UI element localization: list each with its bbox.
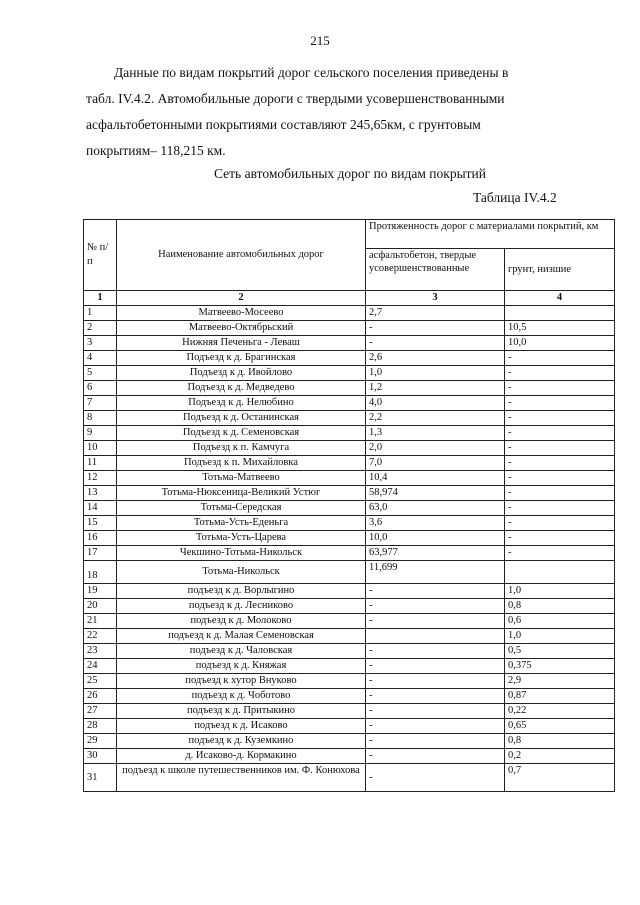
road-name: Подъезд к д. Останинская (117, 411, 366, 426)
row-number: 29 (84, 734, 117, 749)
road-name: подъезд к д. Ворлыгино (117, 584, 366, 599)
row-number: 26 (84, 689, 117, 704)
asphalt-length: - (366, 764, 505, 792)
row-number: 12 (84, 471, 117, 486)
road-name: подъезд к д. Притыкино (117, 704, 366, 719)
asphalt-length: 10,0 (366, 531, 505, 546)
table-row (84, 644, 615, 659)
table-row (84, 584, 615, 599)
row-number: 21 (84, 614, 117, 629)
table-row (84, 531, 615, 546)
asphalt-length: - (366, 599, 505, 614)
road-name: Подъезд к п. Михайловка (117, 456, 366, 471)
asphalt-length: 2,2 (366, 411, 505, 426)
table-row (84, 336, 615, 351)
road-name: подъезд к д. Исаково (117, 719, 366, 734)
road-name: Нижняя Печеньга - Леваш (117, 336, 366, 351)
asphalt-length: 63,0 (366, 501, 505, 516)
table-row (84, 441, 615, 456)
row-number: 25 (84, 674, 117, 689)
asphalt-length: 63,977 (366, 546, 505, 561)
intro-paragraph (86, 60, 584, 164)
ground-length: 0,65 (505, 719, 615, 734)
road-name: подъезд к д. Куземкино (117, 734, 366, 749)
header-ground: грунт, низшие (505, 249, 615, 291)
row-number: 5 (84, 366, 117, 381)
ground-length: - (505, 381, 615, 396)
table-row (84, 516, 615, 531)
header-asphalt: асфальтобетон, твердые усовершенствованные (366, 249, 505, 291)
road-name: Тотьма-Усть-Еденьга (117, 516, 366, 531)
table-label: Таблица IV.4.2 (473, 190, 557, 205)
table-row (84, 546, 615, 561)
road-name: Подъезд к д. Медведево (117, 381, 366, 396)
ground-length: 1,0 (505, 629, 615, 644)
row-number: 18 (84, 561, 117, 584)
ground-length: - (505, 486, 615, 501)
column-number: 2 (117, 291, 366, 306)
ground-length: - (505, 396, 615, 411)
ground-length: - (505, 546, 615, 561)
asphalt-length: 1,2 (366, 381, 505, 396)
asphalt-length: - (366, 749, 505, 764)
table-row (84, 659, 615, 674)
ground-length: 10,5 (505, 321, 615, 336)
road-name: подъезд к д. Чоботово (117, 689, 366, 704)
table-row (84, 629, 615, 644)
ground-length: 0,2 (505, 749, 615, 764)
row-number: 30 (84, 749, 117, 764)
row-number: 6 (84, 381, 117, 396)
ground-length: - (505, 426, 615, 441)
road-name: д. Исаково-д. Кормакино (117, 749, 366, 764)
table-row (84, 561, 615, 584)
row-number: 11 (84, 456, 117, 471)
row-number: 13 (84, 486, 117, 501)
road-name: Подъезд к д. Ивойлово (117, 366, 366, 381)
road-name: подъезд к д. Чаловская (117, 644, 366, 659)
row-number: 7 (84, 396, 117, 411)
paragraph-line: асфальтобетонными покрытиями составляют 245,65км, с грунтовым (86, 117, 481, 132)
road-name: Тотьма-Нюксеница-Великий Устюг (117, 486, 366, 501)
asphalt-length: 58,974 (366, 486, 505, 501)
column-number: 4 (505, 291, 615, 306)
table-row (84, 704, 615, 719)
row-number: 27 (84, 704, 117, 719)
ground-length: - (505, 441, 615, 456)
road-name: подъезд к д. Лесниково (117, 599, 366, 614)
ground-length: 0,375 (505, 659, 615, 674)
asphalt-length: - (366, 704, 505, 719)
table-row (84, 396, 615, 411)
row-number: 17 (84, 546, 117, 561)
road-name: подъезд к д. Малая Семеновская (117, 629, 366, 644)
table-row (84, 426, 615, 441)
row-number: 24 (84, 659, 117, 674)
table-row (84, 674, 615, 689)
ground-length: 0,22 (505, 704, 615, 719)
table-row (84, 719, 615, 734)
asphalt-length: - (366, 321, 505, 336)
row-number: 2 (84, 321, 117, 336)
table-row (84, 764, 615, 792)
ground-length: - (505, 531, 615, 546)
row-number: 19 (84, 584, 117, 599)
road-name: Тотьма-Усть-Царева (117, 531, 366, 546)
row-number: 16 (84, 531, 117, 546)
column-number: 3 (366, 291, 505, 306)
row-number: 31 (84, 764, 117, 792)
asphalt-length: - (366, 674, 505, 689)
header-name: Наименование автомобильных дорог (117, 220, 366, 291)
asphalt-length: 3,6 (366, 516, 505, 531)
asphalt-length: 2,0 (366, 441, 505, 456)
asphalt-length: - (366, 644, 505, 659)
road-name: Подъезд к д. Нелюбино (117, 396, 366, 411)
column-number: 1 (84, 291, 117, 306)
asphalt-length: - (366, 719, 505, 734)
asphalt-length: 2,6 (366, 351, 505, 366)
row-number: 10 (84, 441, 117, 456)
paragraph-line: табл. IV.4.2. Автомобильные дороги с твердыми усовершенствованными (86, 91, 505, 106)
ground-length: 0,8 (505, 734, 615, 749)
row-number: 23 (84, 644, 117, 659)
ground-length: - (505, 456, 615, 471)
asphalt-length: - (366, 336, 505, 351)
asphalt-length: - (366, 614, 505, 629)
ground-length (505, 306, 615, 321)
asphalt-length: - (366, 689, 505, 704)
row-number: 22 (84, 629, 117, 644)
road-name: Подъезд к д. Брагинская (117, 351, 366, 366)
row-number: 9 (84, 426, 117, 441)
table-row (84, 456, 615, 471)
road-name: подъезд к д. Молоково (117, 614, 366, 629)
asphalt-length: 1,3 (366, 426, 505, 441)
table-row (84, 351, 615, 366)
road-name: Тотьма-Никольск (117, 561, 366, 584)
ground-length: 2,9 (505, 674, 615, 689)
table-row (84, 486, 615, 501)
table-caption: Сеть автомобильных дорог по видам покрытий (214, 166, 486, 181)
page-number: 215 (310, 33, 330, 48)
road-name: Матвеево-Мосеево (117, 306, 366, 321)
ground-length: - (505, 501, 615, 516)
row-number: 20 (84, 599, 117, 614)
ground-length: 0,87 (505, 689, 615, 704)
asphalt-length: 10,4 (366, 471, 505, 486)
table-row (84, 734, 615, 749)
asphalt-length: 1,0 (366, 366, 505, 381)
table-row (84, 381, 615, 396)
asphalt-length: 4,0 (366, 396, 505, 411)
table-row (84, 749, 615, 764)
ground-length: 10,0 (505, 336, 615, 351)
ground-length (505, 561, 615, 584)
table-row (84, 614, 615, 629)
ground-length: 0,6 (505, 614, 615, 629)
asphalt-length: 7,0 (366, 456, 505, 471)
road-name: подъезд к д. Княжая (117, 659, 366, 674)
asphalt-length: - (366, 584, 505, 599)
road-name: Тотьма-Середская (117, 501, 366, 516)
paragraph-line: Данные по видам покрытий дорог сельского поселения приведены в (114, 65, 509, 80)
road-name: Матвеево-Октябрьский (117, 321, 366, 336)
ground-length: 0,7 (505, 764, 615, 792)
asphalt-length: - (366, 734, 505, 749)
row-number: 8 (84, 411, 117, 426)
ground-length: - (505, 366, 615, 381)
ground-length: 0,8 (505, 599, 615, 614)
row-number: 1 (84, 306, 117, 321)
road-name: подъезд к хутор Внуково (117, 674, 366, 689)
asphalt-length: - (366, 659, 505, 674)
road-name: Подъезд к п. Камчуга (117, 441, 366, 456)
row-number: 4 (84, 351, 117, 366)
header-num: № п/п (84, 220, 117, 291)
row-number: 14 (84, 501, 117, 516)
asphalt-length: 11,699 (366, 561, 505, 584)
table-row (84, 689, 615, 704)
ground-length: - (505, 471, 615, 486)
road-name: Тотьма-Матвеево (117, 471, 366, 486)
asphalt-length (366, 629, 505, 644)
table-row (84, 411, 615, 426)
row-number: 28 (84, 719, 117, 734)
table-row (84, 321, 615, 336)
table-row (84, 471, 615, 486)
road-name: Чекшино-Тотьма-Никольск (117, 546, 366, 561)
row-number: 3 (84, 336, 117, 351)
row-number: 15 (84, 516, 117, 531)
paragraph-line: покрытиям– 118,215 км. (86, 143, 226, 158)
table-row (84, 599, 615, 614)
table-row (84, 366, 615, 381)
table-row (84, 306, 615, 321)
asphalt-length: 2,7 (366, 306, 505, 321)
road-name: Подъезд к д. Семеновская (117, 426, 366, 441)
table-row (84, 501, 615, 516)
ground-length: 0,5 (505, 644, 615, 659)
road-name: подъезд к школе путешественников им. Ф. Конюхова (117, 764, 366, 792)
roads-table (83, 219, 615, 792)
ground-length: - (505, 516, 615, 531)
ground-length: - (505, 351, 615, 366)
ground-length: - (505, 411, 615, 426)
header-length: Протяженность дорог с материалами покрытий, км (366, 220, 615, 249)
ground-length: 1,0 (505, 584, 615, 599)
